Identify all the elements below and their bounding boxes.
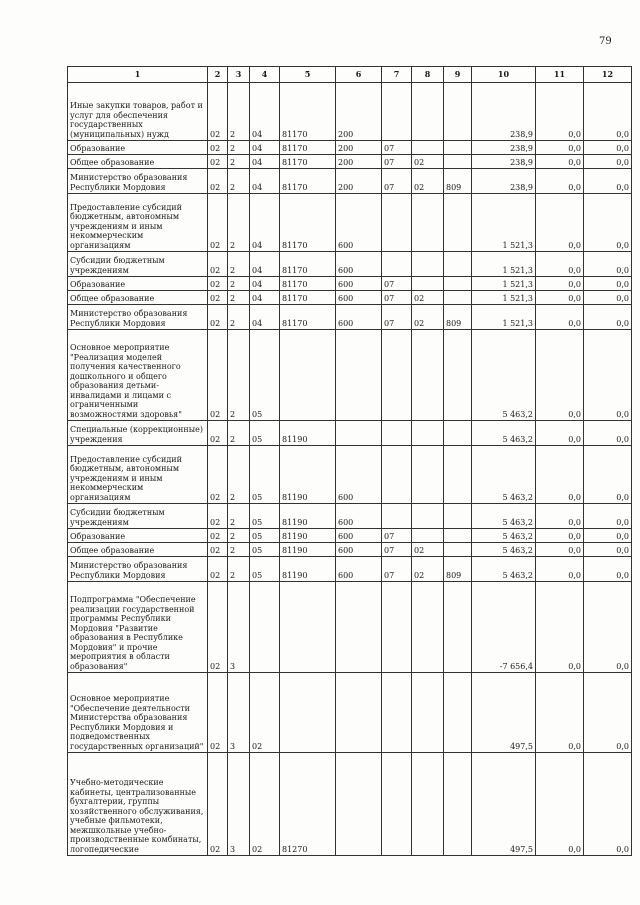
amount-cell: 0,0 (536, 155, 584, 169)
code-cell (412, 194, 444, 252)
code-cell: 81190 (280, 543, 336, 557)
code-cell (382, 421, 412, 446)
column-header: 6 (336, 67, 382, 83)
amount-cell: 0,0 (536, 141, 584, 155)
amount-cell: 5 463,2 (472, 504, 536, 529)
amount-cell: 0,0 (584, 421, 632, 446)
code-cell: 02 (208, 421, 228, 446)
amount-cell: 0,0 (584, 753, 632, 856)
table-row (68, 305, 632, 330)
table-row (68, 529, 632, 543)
code-cell (382, 504, 412, 529)
code-cell: 81190 (280, 504, 336, 529)
code-cell: 02 (208, 446, 228, 504)
code-cell: 600 (336, 305, 382, 330)
column-header: 1 (68, 67, 208, 83)
table-body (68, 83, 632, 856)
row-name-cell: Учебно-методические кабинеты, централизованные бухгалтерии, группы хозяйственного обслуживания, учебные фильмотеки, межшкольные учебно-производственные комбинаты, логопедические (68, 753, 208, 856)
code-cell (412, 446, 444, 504)
page-number: 79 (599, 36, 612, 47)
code-cell: 200 (336, 169, 382, 194)
code-cell (444, 83, 472, 141)
code-cell: 07 (382, 529, 412, 543)
row-name-cell: Министерство образования Республики Мордовия (68, 305, 208, 330)
code-cell: 600 (336, 529, 382, 543)
code-cell: 02 (208, 141, 228, 155)
code-cell: 200 (336, 155, 382, 169)
amount-cell: 238,9 (472, 83, 536, 141)
code-cell: 07 (382, 557, 412, 582)
code-cell (444, 582, 472, 673)
column-header: 3 (228, 67, 250, 83)
code-cell (412, 753, 444, 856)
code-cell: 02 (208, 673, 228, 753)
code-cell (382, 446, 412, 504)
table-row (68, 291, 632, 305)
amount-cell: 0,0 (584, 252, 632, 277)
amount-cell: 0,0 (536, 582, 584, 673)
code-cell: 02 (208, 330, 228, 421)
amount-cell: 0,0 (584, 169, 632, 194)
code-cell: 2 (228, 83, 250, 141)
row-name-cell: Общее образование (68, 291, 208, 305)
code-cell (412, 330, 444, 421)
code-cell: 07 (382, 155, 412, 169)
code-cell: 81170 (280, 305, 336, 330)
amount-cell: 0,0 (584, 543, 632, 557)
code-cell: 02 (412, 557, 444, 582)
code-cell: 81190 (280, 421, 336, 446)
row-name-cell: Министерство образования Республики Мордовия (68, 557, 208, 582)
code-cell: 02 (208, 504, 228, 529)
code-cell: 81190 (280, 557, 336, 582)
row-name-cell: Иные закупки товаров, работ и услуг для обеспечения государственных (муниципальных) нужд (68, 83, 208, 141)
code-cell: 02 (208, 582, 228, 673)
code-cell: 81170 (280, 169, 336, 194)
row-name-cell: Образование (68, 529, 208, 543)
table-row (68, 557, 632, 582)
code-cell (444, 504, 472, 529)
code-cell (444, 155, 472, 169)
code-cell (412, 252, 444, 277)
code-cell: 81170 (280, 141, 336, 155)
amount-cell: 1 521,3 (472, 194, 536, 252)
code-cell: 02 (250, 753, 280, 856)
table-row (68, 446, 632, 504)
table-row (68, 504, 632, 529)
amount-cell: 0,0 (536, 543, 584, 557)
code-cell (444, 421, 472, 446)
code-cell: 04 (250, 169, 280, 194)
amount-cell: 0,0 (584, 83, 632, 141)
amount-cell: 0,0 (536, 557, 584, 582)
code-cell: 04 (250, 277, 280, 291)
code-cell (336, 421, 382, 446)
code-cell (382, 753, 412, 856)
code-cell: 02 (208, 83, 228, 141)
code-cell: 81170 (280, 83, 336, 141)
code-cell: 2 (228, 529, 250, 543)
amount-cell: 0,0 (584, 291, 632, 305)
amount-cell: 0,0 (536, 291, 584, 305)
code-cell (412, 141, 444, 155)
amount-cell: 238,9 (472, 141, 536, 155)
code-cell: 02 (250, 673, 280, 753)
code-cell: 81170 (280, 252, 336, 277)
code-cell: 2 (228, 155, 250, 169)
code-cell: 02 (208, 277, 228, 291)
code-cell: 07 (382, 169, 412, 194)
code-cell (444, 543, 472, 557)
code-cell (336, 753, 382, 856)
code-cell (412, 421, 444, 446)
code-cell (412, 582, 444, 673)
code-cell (444, 673, 472, 753)
code-cell (444, 141, 472, 155)
code-cell: 2 (228, 141, 250, 155)
amount-cell: 0,0 (536, 305, 584, 330)
row-name-cell: Министерство образования Республики Мордовия (68, 169, 208, 194)
amount-cell: 0,0 (536, 504, 584, 529)
code-cell: 2 (228, 446, 250, 504)
column-header: 5 (280, 67, 336, 83)
code-cell (444, 446, 472, 504)
amount-cell: 5 463,2 (472, 529, 536, 543)
code-cell: 600 (336, 194, 382, 252)
table-row (68, 194, 632, 252)
amount-cell: 1 521,3 (472, 291, 536, 305)
code-cell: 2 (228, 169, 250, 194)
column-header: 10 (472, 67, 536, 83)
code-cell: 2 (228, 330, 250, 421)
row-name-cell: Субсидии бюджетным учреждениям (68, 252, 208, 277)
table-row (68, 277, 632, 291)
code-cell: 05 (250, 557, 280, 582)
code-cell: 809 (444, 557, 472, 582)
code-cell: 81170 (280, 277, 336, 291)
amount-cell: 0,0 (536, 529, 584, 543)
code-cell: 07 (382, 141, 412, 155)
code-cell: 600 (336, 557, 382, 582)
code-cell: 02 (412, 543, 444, 557)
code-cell: 02 (208, 305, 228, 330)
code-cell: 04 (250, 141, 280, 155)
code-cell (336, 330, 382, 421)
table-row (68, 543, 632, 557)
amount-cell: 0,0 (584, 446, 632, 504)
code-cell: 02 (412, 291, 444, 305)
code-cell: 07 (382, 291, 412, 305)
code-cell: 600 (336, 446, 382, 504)
row-name-cell: Общее образование (68, 155, 208, 169)
table-row (68, 252, 632, 277)
amount-cell: -7 656,4 (472, 582, 536, 673)
amount-cell: 0,0 (584, 141, 632, 155)
code-cell: 600 (336, 252, 382, 277)
code-cell: 81190 (280, 529, 336, 543)
code-cell: 05 (250, 504, 280, 529)
header-row (68, 67, 632, 83)
table-row (68, 141, 632, 155)
row-name-cell: Предоставление субсидий бюджетным, автономным учреждениям и иным некоммерческим организациям (68, 194, 208, 252)
code-cell (382, 194, 412, 252)
code-cell (382, 330, 412, 421)
amount-cell: 0,0 (584, 330, 632, 421)
amount-cell: 0,0 (536, 252, 584, 277)
code-cell: 2 (228, 194, 250, 252)
code-cell (382, 83, 412, 141)
table-row (68, 155, 632, 169)
code-cell (444, 753, 472, 856)
code-cell: 2 (228, 305, 250, 330)
row-name-cell: Предоставление субсидий бюджетным, автономным учреждениям и иным некоммерческим организациям (68, 446, 208, 504)
code-cell (280, 330, 336, 421)
code-cell (444, 330, 472, 421)
code-cell: 600 (336, 543, 382, 557)
code-cell: 200 (336, 83, 382, 141)
amount-cell: 0,0 (536, 421, 584, 446)
amount-cell: 1 521,3 (472, 252, 536, 277)
table-row (68, 753, 632, 856)
amount-cell: 0,0 (536, 169, 584, 194)
amount-cell: 497,5 (472, 673, 536, 753)
amount-cell: 0,0 (536, 673, 584, 753)
amount-cell: 5 463,2 (472, 543, 536, 557)
code-cell (280, 673, 336, 753)
amount-cell: 0,0 (584, 155, 632, 169)
row-name-cell: Субсидии бюджетным учреждениям (68, 504, 208, 529)
code-cell (382, 673, 412, 753)
code-cell: 02 (208, 252, 228, 277)
code-cell: 02 (208, 557, 228, 582)
table-row (68, 169, 632, 194)
code-cell: 2 (228, 277, 250, 291)
column-header: 4 (250, 67, 280, 83)
budget-table (67, 66, 632, 856)
row-name-cell: Общее образование (68, 543, 208, 557)
column-header: 9 (444, 67, 472, 83)
amount-cell: 5 463,2 (472, 330, 536, 421)
amount-cell: 0,0 (536, 446, 584, 504)
code-cell: 05 (250, 330, 280, 421)
code-cell: 02 (412, 305, 444, 330)
code-cell (444, 291, 472, 305)
table-row (68, 330, 632, 421)
code-cell: 04 (250, 305, 280, 330)
code-cell: 02 (412, 155, 444, 169)
code-cell: 04 (250, 194, 280, 252)
code-cell: 07 (382, 305, 412, 330)
code-cell: 02 (208, 155, 228, 169)
code-cell: 02 (208, 529, 228, 543)
amount-cell: 497,5 (472, 753, 536, 856)
code-cell: 04 (250, 83, 280, 141)
code-cell: 2 (228, 557, 250, 582)
amount-cell: 0,0 (536, 753, 584, 856)
row-name-cell: Основное мероприятие "Обеспечение деятельности Министерства образования Республики Мордовия и подведомственных государственных организаций" (68, 673, 208, 753)
amount-cell: 1 521,3 (472, 277, 536, 291)
code-cell: 02 (412, 169, 444, 194)
code-cell (412, 83, 444, 141)
code-cell: 02 (208, 194, 228, 252)
code-cell (382, 582, 412, 673)
code-cell: 2 (228, 252, 250, 277)
code-cell (412, 504, 444, 529)
code-cell: 3 (228, 582, 250, 673)
code-cell: 05 (250, 446, 280, 504)
code-cell: 04 (250, 155, 280, 169)
amount-cell: 238,9 (472, 169, 536, 194)
amount-cell: 1 521,3 (472, 305, 536, 330)
code-cell: 3 (228, 753, 250, 856)
code-cell: 07 (382, 277, 412, 291)
code-cell: 04 (250, 291, 280, 305)
table-row (68, 421, 632, 446)
code-cell (382, 252, 412, 277)
amount-cell: 0,0 (536, 194, 584, 252)
code-cell: 07 (382, 543, 412, 557)
code-cell: 600 (336, 291, 382, 305)
column-header: 11 (536, 67, 584, 83)
code-cell: 2 (228, 543, 250, 557)
amount-cell: 0,0 (536, 277, 584, 291)
code-cell: 81190 (280, 446, 336, 504)
amount-cell: 0,0 (584, 557, 632, 582)
amount-cell: 0,0 (584, 277, 632, 291)
code-cell (444, 252, 472, 277)
amount-cell: 0,0 (584, 194, 632, 252)
column-header: 7 (382, 67, 412, 83)
code-cell: 02 (208, 753, 228, 856)
row-name-cell: Образование (68, 141, 208, 155)
code-cell (412, 673, 444, 753)
code-cell (250, 582, 280, 673)
code-cell (444, 194, 472, 252)
code-cell: 04 (250, 252, 280, 277)
code-cell (444, 529, 472, 543)
amount-cell: 238,9 (472, 155, 536, 169)
amount-cell: 0,0 (584, 673, 632, 753)
table-row (68, 582, 632, 673)
table-row (68, 83, 632, 141)
code-cell: 81170 (280, 155, 336, 169)
code-cell: 2 (228, 291, 250, 305)
code-cell: 05 (250, 543, 280, 557)
row-name-cell: Специальные (коррекционные) учреждения (68, 421, 208, 446)
row-name-cell: Основное мероприятие "Реализация моделей получения качественного дошкольного и общего образования детьми-инвалидами и лицами с ограниченными возможностями здоровья" (68, 330, 208, 421)
column-header: 2 (208, 67, 228, 83)
code-cell: 2 (228, 504, 250, 529)
amount-cell: 0,0 (536, 330, 584, 421)
code-cell: 05 (250, 529, 280, 543)
amount-cell: 0,0 (584, 529, 632, 543)
code-cell: 200 (336, 141, 382, 155)
column-header: 8 (412, 67, 444, 83)
code-cell: 81170 (280, 291, 336, 305)
code-cell: 81270 (280, 753, 336, 856)
code-cell (336, 673, 382, 753)
code-cell: 809 (444, 169, 472, 194)
amount-cell: 0,0 (584, 504, 632, 529)
code-cell (336, 582, 382, 673)
code-cell: 600 (336, 504, 382, 529)
amount-cell: 0,0 (584, 582, 632, 673)
amount-cell: 5 463,2 (472, 421, 536, 446)
code-cell (412, 529, 444, 543)
code-cell: 809 (444, 305, 472, 330)
row-name-cell: Подпрограмма "Обеспечение реализации государственной программы Республики Мордовия "Развитие образования в Республике Мордовия" и прочие мероприятия в области образования" (68, 582, 208, 673)
amount-cell: 5 463,2 (472, 557, 536, 582)
code-cell: 2 (228, 421, 250, 446)
code-cell: 3 (228, 673, 250, 753)
code-cell: 02 (208, 169, 228, 194)
code-cell: 600 (336, 277, 382, 291)
code-cell: 02 (208, 291, 228, 305)
column-header: 12 (584, 67, 632, 83)
code-cell (444, 277, 472, 291)
code-cell: 81170 (280, 194, 336, 252)
amount-cell: 5 463,2 (472, 446, 536, 504)
row-name-cell: Образование (68, 277, 208, 291)
code-cell (280, 582, 336, 673)
code-cell: 02 (208, 543, 228, 557)
table-row (68, 673, 632, 753)
amount-cell: 0,0 (584, 305, 632, 330)
code-cell: 05 (250, 421, 280, 446)
amount-cell: 0,0 (536, 83, 584, 141)
code-cell (412, 277, 444, 291)
